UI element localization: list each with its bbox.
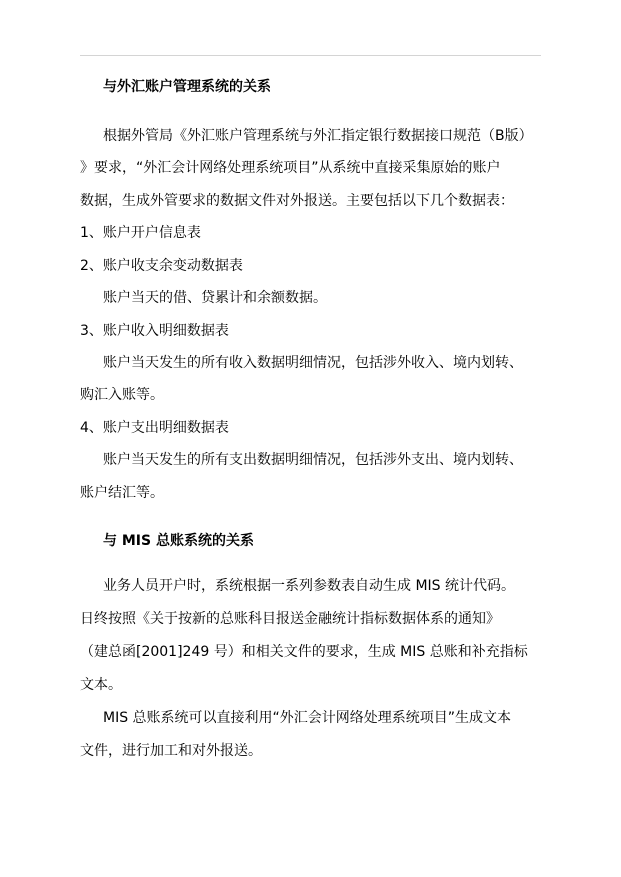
section2-para2-line-1: MIS 总账系统可以直接利用“外汇会计网络处理系统项目”生成文本 [103, 710, 512, 726]
section1-intro-line-3: 数据，生成外管要求的数据文件对外报送。主要包括以下几个数据表： [80, 193, 514, 209]
section1-heading: 与外汇账户管理系统的关系 [103, 79, 271, 95]
list-item-2-desc: 账户当天的借、贷累计和余额数据。 [103, 290, 327, 306]
list-item-4-desc-line-2: 账户结汇等。 [80, 485, 164, 501]
list-item-4: 4、账户支出明细数据表 [80, 420, 229, 436]
list-item-2: 2、账户收支余变动数据表 [80, 258, 243, 274]
list-item-3-desc-line-1: 账户当天发生的所有收入数据明细情况，包括涉外收入、境内划转、 [103, 355, 523, 371]
list-item-1: 1、账户开户信息表 [80, 225, 201, 241]
section2-para1-line-4: 文本。 [80, 677, 122, 693]
section1-intro-line-2: 》要求，“外汇会计网络处理系统项目”从系统中直接采集原始的账户 [80, 160, 501, 176]
section1-intro-line-1: 根据外管局《外汇账户管理系统与外汇指定银行数据接口规范（B版） [103, 128, 533, 144]
section2-para1-line-2: 日终按照《关于按新的总账科目报送金融统计指标数据体系的通知》 [80, 611, 500, 627]
list-item-4-desc-line-1: 账户当天发生的所有支出数据明细情况，包括涉外支出、境内划转、 [103, 452, 523, 468]
list-item-3: 3、账户收入明细数据表 [80, 323, 229, 339]
section2-para2-line-2: 文件，进行加工和对外报送。 [80, 743, 262, 759]
section2-para1-line-1: 业务人员开户时，系统根据一系列参数表自动生成 MIS 统计代码。 [103, 578, 515, 594]
section2-para1-line-3: （建总函[2001]249 号）和相关文件的要求，生成 MIS 总账和补充指标 [80, 644, 528, 660]
list-item-3-desc-line-2: 购汇入账等。 [80, 387, 164, 403]
header-rule [80, 55, 541, 56]
section2-heading: 与 MIS 总账系统的关系 [103, 533, 254, 549]
